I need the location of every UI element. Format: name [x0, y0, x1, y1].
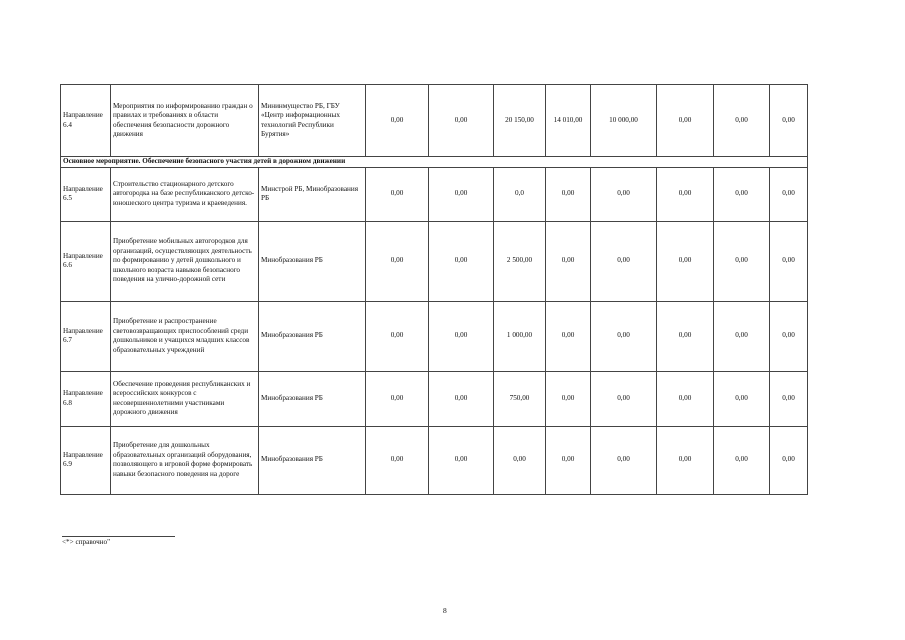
value-cell: 0,00: [546, 426, 591, 494]
value-cell: 0,00: [591, 426, 657, 494]
direction-cell: Направление 6.4: [61, 85, 111, 157]
activity-name-cell: Приобретение мобильных автогородков для организаций, осуществляющих деятельность по формированию у детей дошкольного и школьного возраста навыков безопасного поведения на улично-дорожной сети: [111, 221, 259, 301]
executor-cell: Минобразования РБ: [259, 426, 366, 494]
value-cell: 20 150,00: [494, 85, 546, 157]
value-cell: 10 000,00: [591, 85, 657, 157]
value-cell: 0,00: [591, 167, 657, 221]
value-cell: 0,00: [429, 85, 494, 157]
section-title: Основное мероприятие. Обеспечение безопасного участия детей в дорожном движении: [61, 157, 808, 168]
value-cell: 0,00: [429, 301, 494, 371]
table-row: [61, 85, 808, 157]
value-cell: 0,00: [657, 221, 714, 301]
direction-cell: Направление 6.6: [61, 221, 111, 301]
value-cell: 0,00: [714, 221, 770, 301]
value-cell: 0,00: [657, 371, 714, 426]
value-cell: 14 010,00: [546, 85, 591, 157]
value-cell: 0,00: [591, 371, 657, 426]
value-cell: 0,00: [546, 301, 591, 371]
direction-cell: Направление 6.5: [61, 167, 111, 221]
table-row: [61, 301, 808, 371]
value-cell: 0,00: [714, 371, 770, 426]
value-cell: 1 000,00: [494, 301, 546, 371]
value-cell: 0,00: [714, 85, 770, 157]
value-cell: 0,00: [429, 221, 494, 301]
activity-name-cell: Приобретение для дошкольных образовательных организаций оборудования, позволяющего в игровой форме формировать навыки безопасного поведения на дороге: [111, 426, 259, 494]
program-table: [60, 84, 808, 495]
executor-cell: Минобразования РБ: [259, 301, 366, 371]
value-cell: 0,00: [591, 301, 657, 371]
value-cell: 0,0: [494, 167, 546, 221]
page-number: 8: [443, 606, 447, 615]
value-cell: 0,00: [546, 221, 591, 301]
value-cell: 0,00: [366, 426, 429, 494]
table-body-top: [61, 85, 808, 157]
activity-name-cell: Мероприятия по информированию граждан о правилах и требованиях в области обеспечения безопасности дорожного движения: [111, 85, 259, 157]
value-cell: 0,00: [770, 167, 808, 221]
executor-cell: Минобразования РБ: [259, 371, 366, 426]
executor-cell: Мининмущество РБ, ГБУ «Центр информационных технологий Республики Бурятия»: [259, 85, 366, 157]
footnote-separator: [62, 536, 175, 537]
table-row: [61, 426, 808, 494]
value-cell: 0,00: [494, 426, 546, 494]
value-cell: 0,00: [657, 426, 714, 494]
activity-name-cell: Строительство стационарного детского автогородка на базе республиканского детско-юношеского центра туризма и краеведения.: [111, 167, 259, 221]
executor-cell: Минобразования РБ: [259, 221, 366, 301]
value-cell: 0,00: [429, 426, 494, 494]
executor-cell: Минстрой РБ, Минобразования РБ: [259, 167, 366, 221]
value-cell: 0,00: [770, 301, 808, 371]
value-cell: 0,00: [657, 301, 714, 371]
value-cell: 0,00: [429, 167, 494, 221]
value-cell: 0,00: [366, 301, 429, 371]
value-cell: 0,00: [657, 167, 714, 221]
value-cell: 0,00: [366, 221, 429, 301]
activity-name-cell: Приобретение и распространение световозвращающих приспособлений среди дошкольников и учащихся младших классов образовательных учреждений: [111, 301, 259, 371]
value-cell: 0,00: [770, 221, 808, 301]
table-row: [61, 221, 808, 301]
table-row: [61, 371, 808, 426]
value-cell: 0,00: [546, 167, 591, 221]
section-row: [61, 157, 808, 168]
value-cell: 0,00: [366, 371, 429, 426]
section-group: [61, 157, 808, 168]
value-cell: 0,00: [714, 426, 770, 494]
value-cell: 0,00: [770, 426, 808, 494]
direction-cell: Направление 6.8: [61, 371, 111, 426]
value-cell: 0,00: [591, 221, 657, 301]
value-cell: 0,00: [770, 371, 808, 426]
table-row: [61, 167, 808, 221]
value-cell: 2 500,00: [494, 221, 546, 301]
activity-name-cell: Обеспечение проведения республиканских и всероссийских конкурсов с несовершеннолетними участниками дорожного движения: [111, 371, 259, 426]
value-cell: 0,00: [714, 301, 770, 371]
direction-cell: Направление 6.7: [61, 301, 111, 371]
value-cell: 0,00: [546, 371, 591, 426]
value-cell: 0,00: [657, 85, 714, 157]
value-cell: 0,00: [366, 85, 429, 157]
value-cell: 750,00: [494, 371, 546, 426]
value-cell: 0,00: [366, 167, 429, 221]
footnote: <*> справочно": [62, 538, 111, 546]
direction-cell: Направление 6.9: [61, 426, 111, 494]
value-cell: 0,00: [429, 371, 494, 426]
table-body-bottom: [61, 167, 808, 494]
value-cell: 0,00: [714, 167, 770, 221]
value-cell: 0,00: [770, 85, 808, 157]
